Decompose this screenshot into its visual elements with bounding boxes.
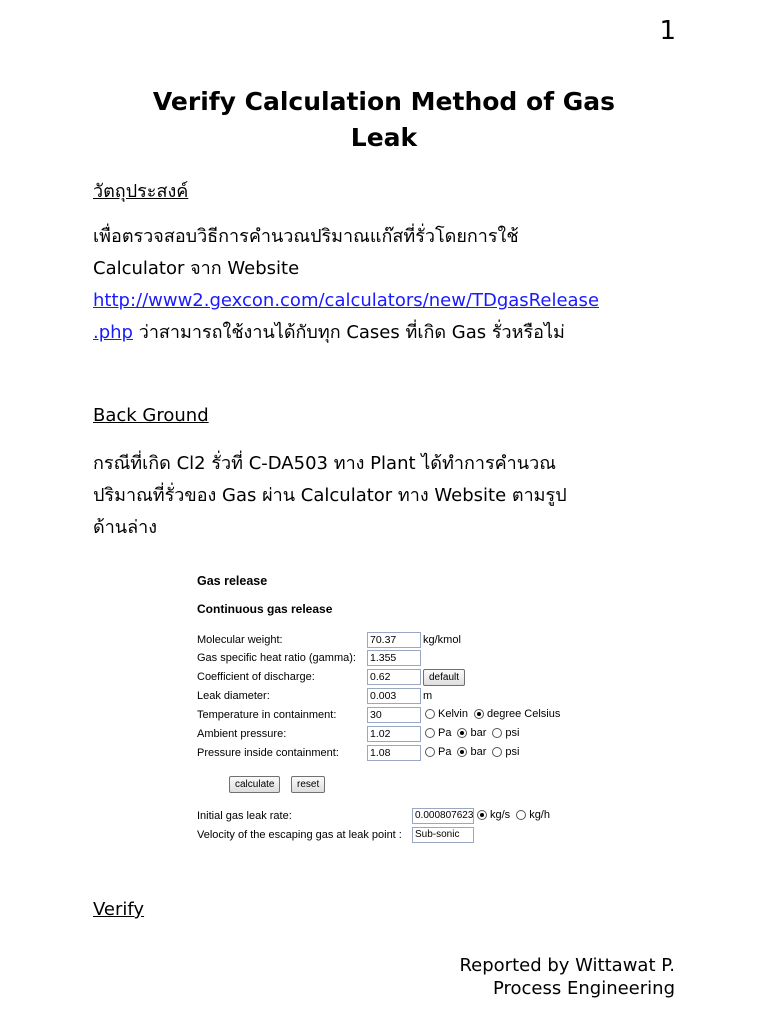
calculate-button[interactable]: calculate: [229, 776, 280, 793]
calculator-subtitle: Continuous gas release: [197, 602, 333, 616]
inside-psi-option[interactable]: psi: [492, 746, 519, 758]
radio-selected-icon: [457, 747, 467, 757]
leak-rate-row: [197, 808, 557, 825]
inside-pressure-label: Pressure inside containment:: [197, 747, 339, 759]
title-line-2: Leak: [350, 123, 418, 152]
radio-icon: [425, 747, 435, 757]
leak-diameter-label: Leak diameter:: [197, 690, 270, 702]
department: Process Engineering: [492, 978, 675, 999]
radio-icon: [516, 810, 526, 820]
verify-heading: Verify: [93, 899, 145, 920]
radio-selected-icon: [474, 709, 484, 719]
kgs-option[interactable]: kg/s: [477, 809, 510, 821]
ambient-bar-option[interactable]: bar: [457, 727, 486, 739]
title-line-1: Verify Calculation Method of Gas: [152, 87, 616, 116]
background-line-3: ด้านล่าง: [93, 517, 158, 538]
default-button[interactable]: default: [423, 669, 465, 686]
velocity-row: [197, 827, 557, 844]
inside-bar-option[interactable]: bar: [457, 746, 486, 758]
inside-pa-option[interactable]: Pa: [425, 746, 451, 758]
velocity-output: Sub-sonic: [412, 827, 474, 843]
objective-line-1: เพื่อตรวจสอบวิธีการคำนวณปริมาณแก๊สที่รั่วโดยการใช้: [93, 226, 519, 247]
objective-heading: วัตถุประสงค์: [93, 181, 189, 202]
inside-pressure-row: [197, 745, 557, 762]
radio-icon: [492, 747, 502, 757]
temperature-row: [197, 707, 561, 724]
molecular-weight-input[interactable]: 70.37: [367, 632, 421, 648]
background-line-1: กรณีที่เกิด Cl2 รั่วที่ C-DA503 ทาง Plant ได้ทำการคำนวณ: [93, 453, 556, 474]
ambient-pressure-input[interactable]: 1.02: [367, 726, 421, 742]
objective-paragraph: [93, 221, 693, 349]
heat-ratio-input[interactable]: 1.355: [367, 650, 421, 666]
radio-icon: [492, 728, 502, 738]
ambient-pressure-label: Ambient pressure:: [197, 728, 287, 740]
gexcon-link-continued[interactable]: .php: [93, 322, 133, 343]
ambient-pa-option[interactable]: Pa: [425, 727, 451, 739]
molecular-weight-row: [197, 632, 557, 649]
discharge-input[interactable]: 0.62: [367, 669, 421, 685]
velocity-label: Velocity of the escaping gas at leak point :: [197, 829, 402, 841]
leak-rate-label: Initial gas leak rate:: [197, 810, 292, 822]
leak-rate-output: 0.000807623: [412, 808, 474, 824]
reset-button[interactable]: reset: [291, 776, 325, 793]
leak-diameter-input[interactable]: 0.003: [367, 688, 421, 704]
ambient-psi-option[interactable]: psi: [492, 727, 519, 739]
kelvin-option[interactable]: Kelvin: [425, 708, 468, 720]
temperature-input[interactable]: 30: [367, 707, 421, 723]
gexcon-link[interactable]: http://www2.gexcon.com/calculators/new/TDgasRelease: [93, 290, 600, 311]
background-line-2: ปริมาณที่รั่วของ Gas ผ่าน Calculator ทาง Website ตามรูป: [93, 485, 567, 506]
kgh-option[interactable]: kg/h: [516, 809, 550, 821]
discharge-row: [197, 669, 557, 686]
heat-ratio-label: Gas specific heat ratio (gamma):: [197, 652, 356, 664]
inside-pressure-input[interactable]: 1.08: [367, 745, 421, 761]
calculator-title: Gas release: [197, 574, 268, 588]
leak-diameter-row: [197, 688, 557, 705]
reported-by: Reported by Wittawat P.: [459, 955, 675, 976]
celsius-option[interactable]: degree Celsius: [474, 708, 560, 720]
background-paragraph: [93, 448, 693, 544]
page-number: 1: [659, 16, 676, 46]
leak-diameter-unit: m: [423, 690, 433, 702]
radio-icon: [425, 709, 435, 719]
discharge-label: Coefficient of discharge:: [197, 671, 315, 683]
background-heading: Back Ground: [93, 405, 209, 426]
objective-line-2: Calculator จาก Website: [93, 258, 300, 279]
ambient-pressure-row: [197, 726, 557, 743]
molecular-weight-label: Molecular weight:: [197, 634, 283, 646]
report-footer: [459, 954, 675, 1000]
document-title: [0, 84, 768, 156]
radio-icon: [425, 728, 435, 738]
objective-line-4: ว่าสามารถใช้งานได้กับทุก Cases ที่เกิด Gas รั่วหรือไม่: [132, 322, 565, 343]
gas-release-calculator: [195, 570, 561, 850]
molecular-weight-unit: kg/kmol: [423, 634, 461, 646]
temperature-label: Temperature in containment:: [197, 709, 337, 721]
heat-ratio-row: [197, 650, 557, 667]
radio-selected-icon: [477, 810, 487, 820]
radio-selected-icon: [457, 728, 467, 738]
